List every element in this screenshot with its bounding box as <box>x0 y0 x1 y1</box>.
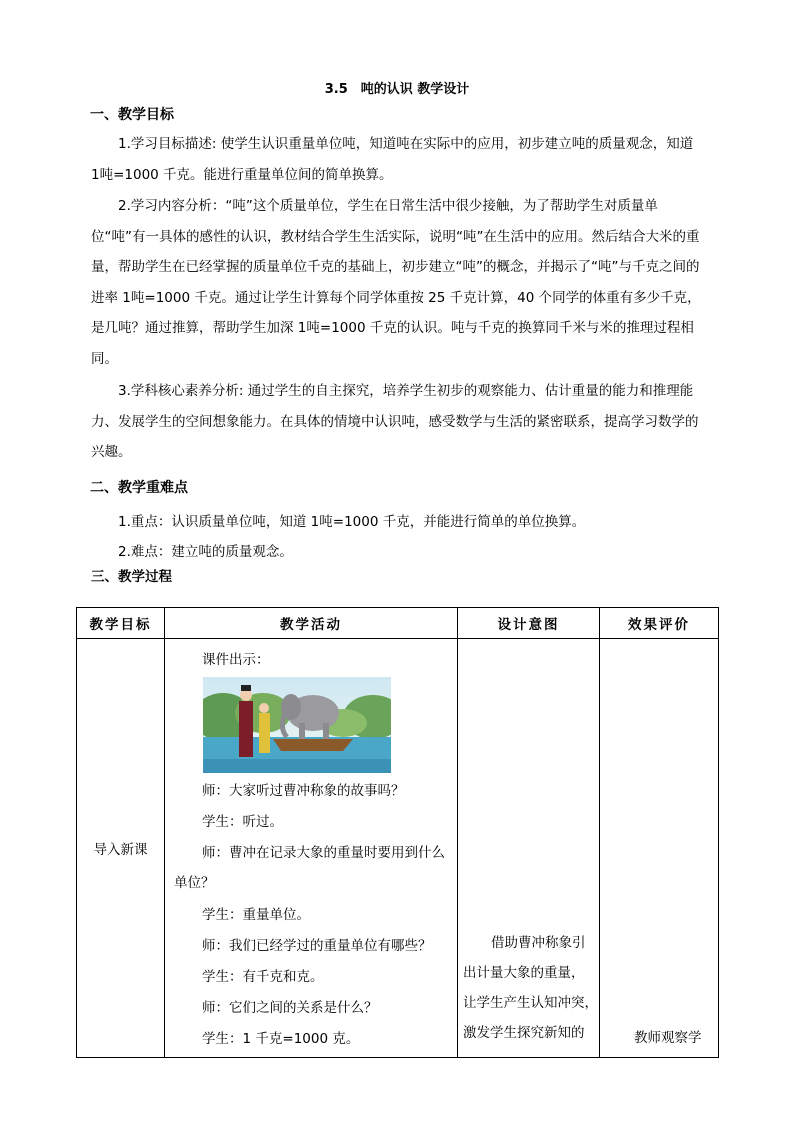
section2-key-point: 1.重点：认识质量单位吨，知道 1吨=1000 千克，并能进行简单的单位换算。 <box>118 514 586 530</box>
header-evaluation: 效果评价 <box>600 608 719 639</box>
intent-line: 出计量大象的重量， <box>463 965 585 981</box>
activity-line: 师：大家听过曹冲称象的故事吗？ <box>202 783 405 799</box>
activity-line: 师：我们已经学过的重量单位有哪些？ <box>202 938 432 954</box>
section2-heading: 二、教学重难点 <box>90 480 188 496</box>
process-table <box>76 607 719 1058</box>
section1-paragraph-3 <box>91 376 704 468</box>
activity-line: 师：它们之间的关系是什么？ <box>202 1000 378 1016</box>
activity-line: 单位？ <box>174 875 215 891</box>
table-header-row <box>77 608 719 639</box>
page-title: 3.5 吨的认识 教学设计 <box>324 82 470 97</box>
intent-line: 借助曹冲称象引 <box>491 935 586 951</box>
activity-cell <box>165 639 458 1058</box>
intent-line: 让学生产生认知冲突， <box>463 995 598 1011</box>
goal-cell: 导入新课 <box>77 639 165 1058</box>
activity-line: 课件出示： <box>202 652 270 668</box>
section1-heading: 一、教学目标 <box>90 107 174 123</box>
section1-p3-text: 3.学科核心素养分析: 通过学生的自主探究，培养学生初步的观察能力、估计重量的能力和推理能力、发展学生的空间想象能力。在具体的情境中认识吨，感受数学与生活的紧密联系，提高学习数学的兴趣。 <box>91 383 699 460</box>
activity-line: 学生：有千克和克。 <box>202 969 324 985</box>
table-row <box>77 639 719 1058</box>
section1-p1-text: 1.学习目标描述: 使学生认识重量单位吨，知道吨在实际中的应用，初步建立吨的质量观念，知道 1吨=1000 千克。能进行重量单位间的简单换算。 <box>91 136 694 183</box>
intent-cell <box>458 639 600 1058</box>
evaluation-text: 教师观察学 <box>634 1030 702 1046</box>
activity-line: 学生：听过。 <box>202 814 283 830</box>
section1-paragraph-1 <box>91 129 704 190</box>
section3-heading: 三、教学过程 <box>91 569 172 585</box>
evaluation-cell <box>600 639 719 1058</box>
activity-line: 师：曹冲在记录大象的重量时要用到什么 <box>202 845 445 861</box>
header-goal: 教学目标 <box>77 608 165 639</box>
intent-line: 激发学生探究新知的 <box>463 1025 585 1041</box>
header-intent: 设计意图 <box>458 608 600 639</box>
activity-line: 学生：重量单位。 <box>202 907 310 923</box>
header-activity: 教学活动 <box>165 608 458 639</box>
section1-p2-text: 2.学习内容分析：“吨”这个质量单位，学生在日常生活中很少接触，为了帮助学生对质量单位“吨”有一具体的感性的认识，教材结合学生生活实际，说明“吨”在生活中的应用。然后结合大米的重量，帮助学生在已经掌握的质量单位千克的基础上，初步建立“吨”的概念，并揭示了“吨”与千克之间的进率 1吨=1000 千克。通过让学生计算每个同学体重按 25 千克计算，40 个同学的体重有多少千克，是几吨？通过推算，帮助学生加深 1吨=1000 千克的认识。吨与千克的换算同千米与米的推理过程相同。 <box>91 198 701 367</box>
cao-chong-weighs-elephant-illustration <box>203 677 391 773</box>
section1-paragraph-2 <box>91 191 704 374</box>
section2-difficulty: 2.难点：建立吨的质量观念。 <box>118 544 293 560</box>
activity-line: 学生：1 千克=1000 克。 <box>202 1031 360 1047</box>
